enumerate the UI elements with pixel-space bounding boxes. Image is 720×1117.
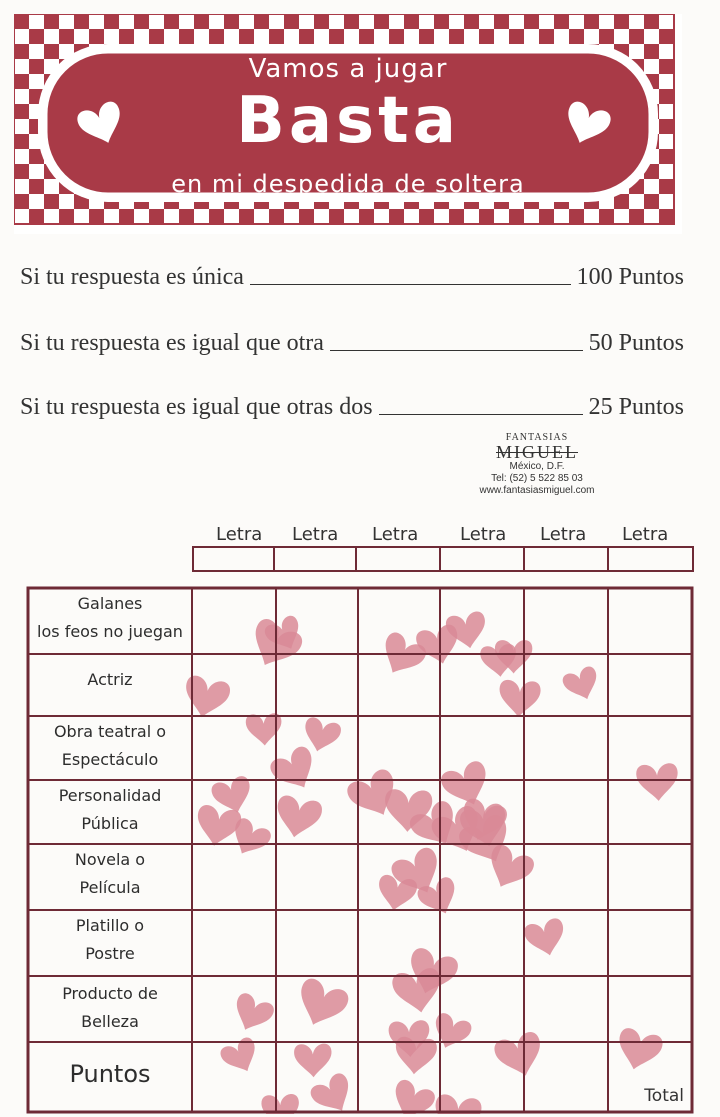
heart-icon	[375, 874, 419, 914]
logo-tel: Tel: (52) 5 522 85 03	[491, 473, 583, 484]
heart-icon	[386, 1077, 437, 1114]
category-producto: Producto de Belleza	[62, 984, 158, 1031]
letter-label: Letra	[372, 524, 419, 545]
rule-points: 25 Puntos	[588, 394, 684, 420]
rule-points: 100 Puntos	[576, 264, 684, 290]
heart-icon	[636, 763, 680, 802]
heart-icon	[245, 713, 282, 747]
rule-same-two	[20, 394, 684, 421]
heart-icon	[272, 794, 324, 842]
category-obra: Obra teatral o Espectáculo	[53, 722, 167, 769]
category-personalidad: Personalidad Pública	[58, 786, 162, 833]
heart-icon	[414, 623, 463, 668]
heart-icon	[613, 1026, 665, 1075]
logo-brand-top: FANTASIAS	[505, 432, 569, 443]
heart-icon	[291, 976, 352, 1034]
letter-label: Letra	[292, 524, 339, 545]
heart-icon	[523, 917, 569, 960]
total-label: Total	[644, 1086, 684, 1106]
rule-points: 50 Puntos	[588, 330, 684, 356]
letter-label: Letra	[216, 524, 263, 545]
logo-brand-main: MIGUEL	[496, 442, 578, 462]
letter-label: Letra	[540, 524, 587, 545]
category-puntos: Puntos	[69, 1060, 151, 1088]
category-platillo: Platillo o Postre	[75, 916, 145, 963]
publisher-logo	[452, 432, 622, 497]
heart-icon	[492, 1030, 548, 1082]
logo-web: www.fantasiasmiguel.com	[479, 485, 595, 496]
category-actriz: Actriz	[87, 670, 133, 689]
heart-icon	[294, 1043, 332, 1078]
rule-text: Si tu respuesta es única	[20, 264, 244, 290]
answer-grid	[26, 584, 694, 1114]
leader-line	[250, 284, 571, 285]
logo-city: México, D.F.	[509, 461, 565, 472]
leader-line	[330, 350, 583, 351]
banner-subtitle: Vamos a jugar	[248, 54, 448, 84]
banner-title: Basta	[236, 84, 460, 158]
heart-icon	[561, 665, 604, 705]
heart-icon	[228, 991, 277, 1037]
letter-label: Letra	[622, 524, 669, 545]
leader-line	[379, 414, 583, 415]
banner-caption: en mi despedida de soltera	[171, 170, 525, 198]
category-novela: Novela o Película	[74, 850, 146, 897]
rule-text: Si tu respuesta es igual que otras dos	[20, 394, 373, 420]
category-galanes: Galanes los feos no juegan	[37, 594, 183, 641]
rule-text: Si tu respuesta es igual que otra	[20, 330, 324, 356]
letter-input-boxes[interactable]	[192, 546, 694, 572]
title-banner	[14, 14, 682, 234]
heart-icon	[498, 679, 541, 718]
letter-label: Letra	[460, 524, 507, 545]
heart-icon	[308, 1071, 359, 1114]
letter-box-dividers	[194, 546, 692, 570]
letter-header	[192, 524, 694, 574]
rule-unique	[20, 264, 684, 291]
rule-same-one	[20, 330, 684, 357]
